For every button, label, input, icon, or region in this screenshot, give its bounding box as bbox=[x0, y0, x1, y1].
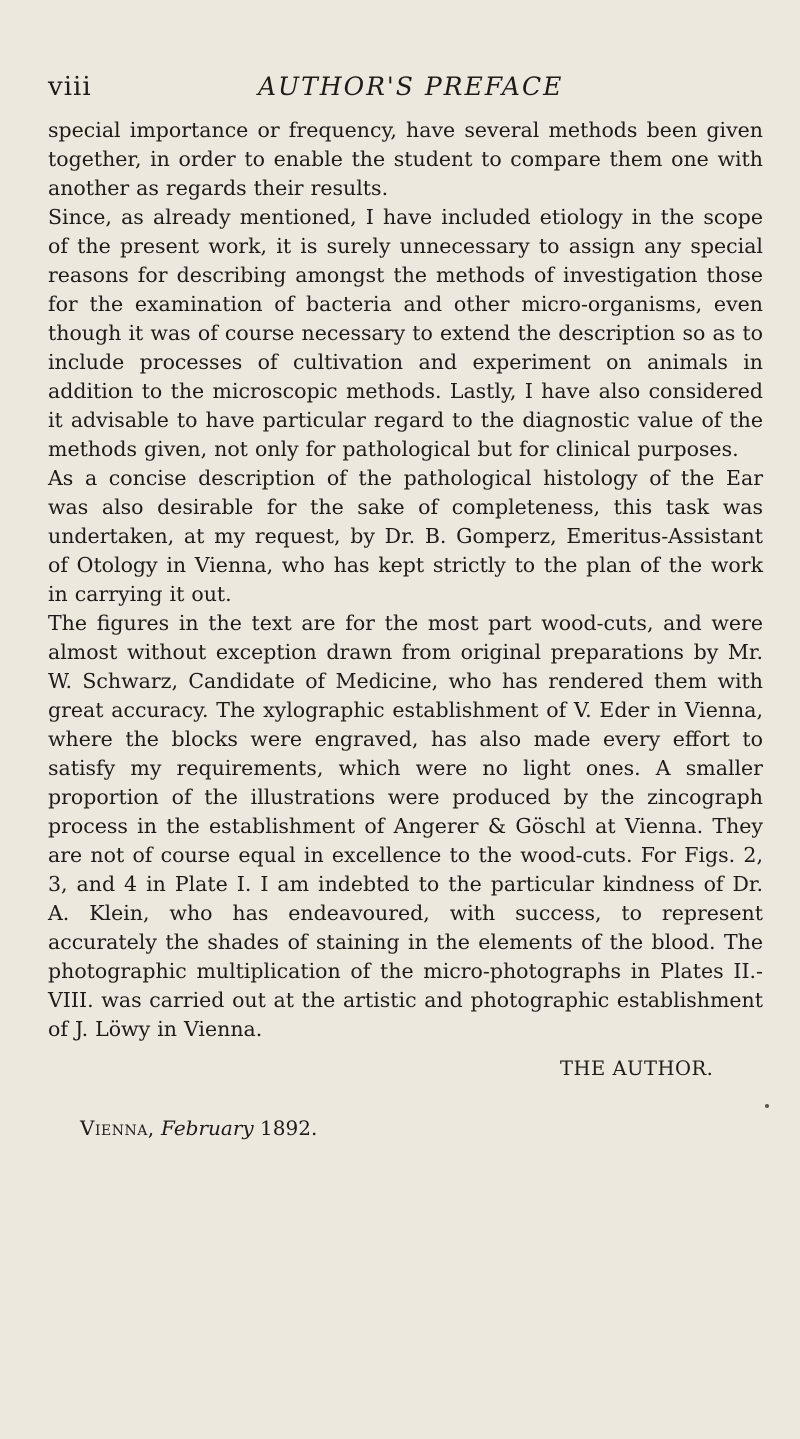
preface-body bbox=[48, 116, 763, 1044]
dateline-place: Vienna, bbox=[80, 1116, 155, 1140]
dateline-year: 1892. bbox=[260, 1116, 318, 1140]
paragraph-ear-histology: As a concise description of the pathological histology of the Ear was also desirable for the sake of completeness, this task was undertaken, at my request, by Dr. B. Gomperz, Emeritus-Assistant of Otology in Vienna, who has kept strictly to the plan of the work in carrying it out. bbox=[48, 466, 763, 606]
paragraph-figures: The figures in the text are for the most part wood-cuts, and were almost without exception drawn from original preparations by Mr. W. Schwarz, Candidate of Medicine, who has rendered them with great accuracy. The xylographic establishment of V. Eder in Vienna, where the blocks were engraved, has also made every effort to satisfy my requirements, which were no light ones. A smaller proportion of the illustrations were produced by the zincograph process in the establishment of Angerer & Göschl at Vienna. They are not of course equal in excellence to the wood-cuts. For Figs. 2, 3, and 4 in Plate I. I am indebted to the particular kindness of Dr. A. Klein, who has endeavoured, with success, to represent accurately the shades of staining in the elements of the blood. The photographic multiplication of the micro-photographs in Plates II.-VIII. was carried out at the artistic and photographic establishment of J. Löwy in Vienna. bbox=[48, 611, 763, 1041]
running-head: AUTHOR'S PREFACE bbox=[258, 72, 564, 101]
paragraph-etiology: Since, as already mentioned, I have included etiology in the scope of the present work, it is surely unnecessary to assign any special reasons for describing amongst the methods of investigation those for the examination of bacteria and other micro-organisms, even though it was of course necessary to extend the description so as to include processes of cultivation and experiment on animals in addition to the microscopic methods. Lastly, I have also considered it advisable to have particular regard to the diagnostic value of the methods given, not only for pathological but for clinical purposes. bbox=[48, 205, 763, 461]
page-header bbox=[48, 72, 760, 108]
dateline-month: February bbox=[161, 1116, 254, 1140]
author-signature: THE AUTHOR. bbox=[560, 1057, 714, 1080]
ink-speck bbox=[765, 1104, 769, 1108]
page-number: viii bbox=[48, 72, 92, 102]
paragraph-continuation: special importance or frequency, have several methods been given together, in order to enable the student to compare them one with another as regards their results. bbox=[48, 118, 763, 200]
dateline bbox=[80, 1116, 317, 1140]
